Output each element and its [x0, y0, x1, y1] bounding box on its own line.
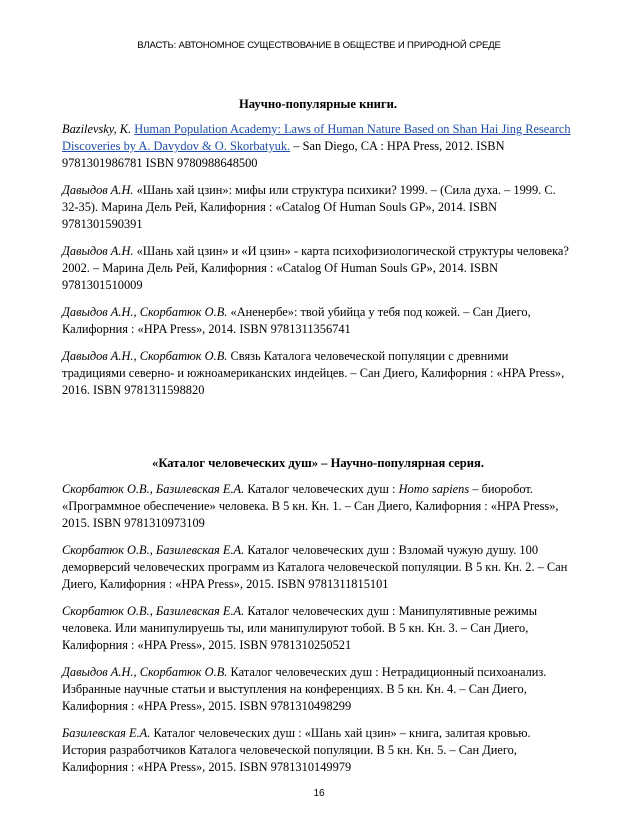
- entry-authors: Давыдов А.Н., Скорбатюк О.В.: [62, 665, 228, 679]
- entry-authors: Давыдов А.Н., Скорбатюк О.В.: [62, 349, 228, 363]
- running-header: ВЛАСТЬ: АВТОНОМНОЕ СУЩЕСТВОВАНИЕ В ОБЩЕСТВЕ И ПРИРОДНОЙ СРЕДЕ: [137, 40, 501, 51]
- italic-term: Homo sapiens: [398, 482, 470, 496]
- bibliography-entry: [62, 725, 574, 776]
- entry-details: – биоробот. «Программное обеспечение» человека. В 5 кн. Кн. 1. – Сан Диего, Калифорния : «HPA Press», 2015. ISBN 9781310973109: [62, 482, 559, 530]
- entry-details: – San Diego, CA : HPA Press, 2012. ISBN 9781301986781 ISBN 9780988648500: [62, 139, 505, 170]
- page-number: 16: [313, 788, 325, 799]
- entry-authors: Давыдов А.Н.: [62, 244, 134, 258]
- entry-details: «Аненербе»: твой убийца у тебя под кожей. – Сан Диего, Калифорния : «HPA Press», 2014. ISBN 9781311356741: [62, 305, 531, 336]
- bibliography-entry: [62, 542, 574, 593]
- bibliography-entry: [62, 603, 574, 654]
- section-title-catalog-series: «Каталог человеческих душ» – Научно-популярная серия.: [152, 456, 484, 470]
- entry-authors: Bazilevsky, K.: [62, 122, 132, 136]
- entry-authors: Давыдов А.Н., Скорбатюк О.В.: [62, 305, 228, 319]
- entry-details: Каталог человеческих душ : Взломай чужую душу. 100 деморверсий человеческих программ из Каталога человеческой популяции. В 5 кн. Кн. 2. – Сан Диего, Калифорния : «HPA Press», 2015. ISBN 9781311815101: [62, 543, 568, 591]
- entry-details: Каталог человеческих душ : «Шань хай цзин» – книга, залитая кровью. История разработчиков Каталога человеческой популяции. В 5 кн. Кн. 5. – Сан Диего, Калифорния : «HPA Press», 2015. ISBN 9781310149979: [62, 726, 531, 774]
- bibliography-entry: [62, 182, 574, 233]
- section-gap: [62, 409, 574, 455]
- entry-details: Связь Каталога человеческой популяции с древними традициями северно- и южноамериканских индейцев. – Сан Диего, Калифорния : «HPA Press», 2016. ISBN 9781311598820: [62, 349, 565, 397]
- bibliography-entry: [62, 121, 574, 172]
- entry-authors: Скорбатюк О.В., Базилевская Е.А.: [62, 543, 245, 557]
- bibliography-entry: [62, 304, 574, 338]
- entry-details: Каталог человеческих душ : Нетрадиционный психоанализ. Избранные научные статьи и выступления на конференциях. В 5 кн. Кн. 4. – Сан Диего, Калифорния : «HPA Press», 2015. ISBN 9781310498299: [62, 665, 547, 713]
- entry-authors: Базилевская Е.А.: [62, 726, 151, 740]
- bibliography-entry: [62, 664, 574, 715]
- bibliography-entry: [62, 481, 574, 532]
- entry-authors: Давыдов А.Н.: [62, 183, 134, 197]
- page-content: [62, 96, 574, 786]
- section-title-popular-science: Научно-популярные книги.: [239, 97, 397, 111]
- book-title-link[interactable]: Human Population Academy: Laws of Human Nature Based on Shan Hai Jing Research Discoveries by A. Davydov & O. Skorbatyuk.: [62, 122, 571, 153]
- entry-details: «Шань хай цзин»: мифы или структура психики? 1999. – (Сила духа. – 1999. С. 32-35). Марина Дель Рей, Калифорния : «Catalog Of Human Souls GP», 2014. ISBN 9781301590391: [62, 183, 556, 231]
- bibliography-entry: [62, 348, 574, 399]
- entry-authors: Скорбатюк О.В., Базилевская Е.А.: [62, 482, 245, 496]
- entry-authors: Скорбатюк О.В., Базилевская Е.А.: [62, 604, 245, 618]
- entry-details: Каталог человеческих душ : Манипулятивные режимы человека. Или манипулируешь ты, или манипулируют тобой. В 5 кн. Кн. 3. – Сан Диего, Калифорния : «HPA Press», 2015. ISBN 9781310250521: [62, 604, 538, 652]
- entry-details: Каталог человеческих душ :: [244, 482, 399, 496]
- entry-details: «Шань хай цзин» и «И цзин» - карта психофизиологической структуры человека? 2002. – Марина Дель Рей, Калифорния : «Catalog Of Human Souls GP», 2014. ISBN 9781301510009: [62, 244, 569, 292]
- bibliography-entry: [62, 243, 574, 294]
